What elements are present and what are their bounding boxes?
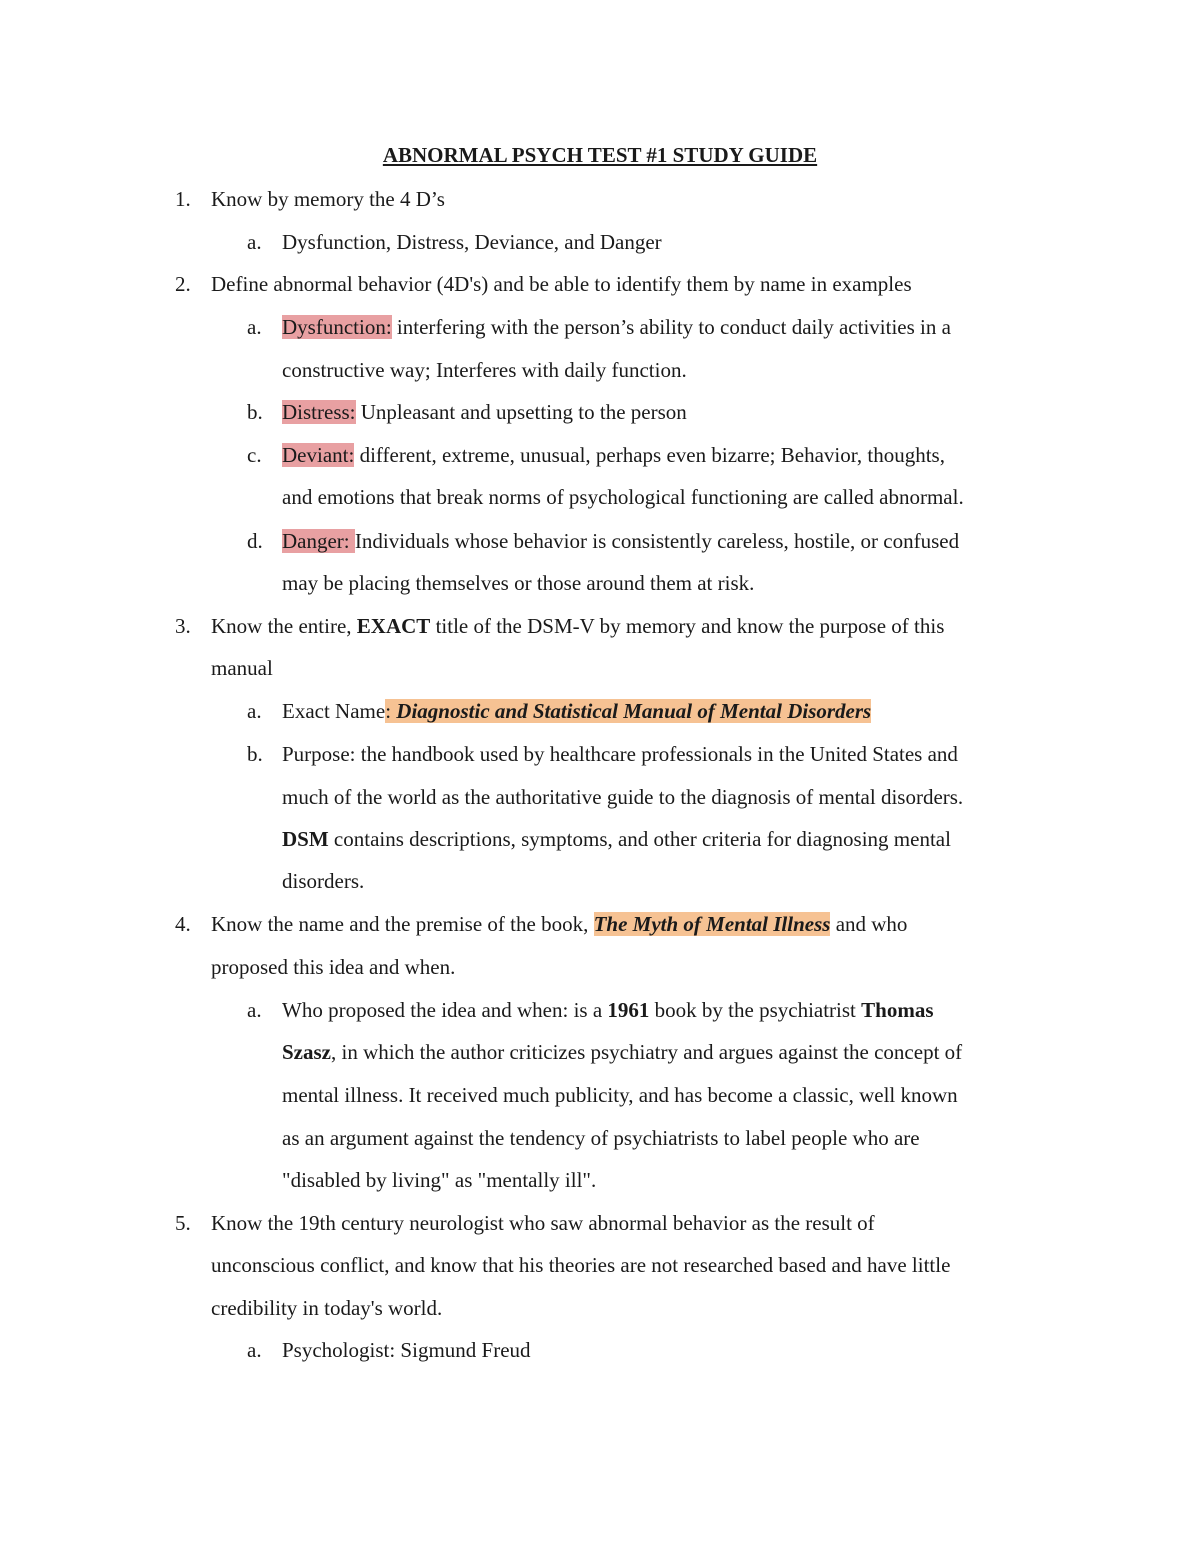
item-4a-text-mid: book by the psychiatrist	[649, 998, 862, 1022]
item-5-line1: Know the 19th century neurologist who saw abnormal behavior as the result of	[211, 1211, 875, 1235]
item-4a-line3: mental illness. It received much publicity, and has become a classic, well known	[282, 1083, 958, 1107]
item-5-line3: credibility in today's world.	[211, 1296, 443, 1320]
item-2a-line2: constructive way; Interferes with daily function.	[282, 358, 687, 382]
item-2b-line1	[282, 398, 687, 426]
item-4a-line1	[282, 996, 934, 1024]
item-4-text-pre: Know the name and the premise of the book,	[211, 912, 594, 936]
item-3a-label: Exact Name	[282, 699, 386, 723]
item-2b-letter: b.	[247, 400, 263, 424]
item-4a-line5: "disabled by living" as "mentally ill".	[282, 1168, 597, 1192]
item-2c-text1: different, extreme, unusual, perhaps even bizarre; Behavior, thoughts,	[354, 443, 945, 467]
item-3-line2: manual	[211, 656, 273, 680]
item-2c-line2: and emotions that break norms of psychological functioning are called abnormal.	[282, 485, 964, 509]
item-2c-line1	[282, 441, 945, 469]
item-4-number: 4.	[175, 912, 191, 936]
item-4-line1	[211, 910, 907, 938]
dsm-title: Diagnostic and Statistical Manual of Mental Disorders	[396, 699, 872, 723]
item-3a-colon: :	[385, 699, 397, 723]
item-4a-letter: a.	[247, 998, 262, 1022]
book-title: The Myth of Mental Illness	[593, 912, 831, 936]
item-4-line2: proposed this idea and when.	[211, 955, 456, 979]
page-title: ABNORMAL PSYCH TEST #1 STUDY GUIDE	[382, 143, 818, 167]
item-3b-letter: b.	[247, 742, 263, 766]
item-2a-text1: interfering with the person’s ability to conduct daily activities in a	[391, 315, 951, 339]
item-5a-text: Psychologist: Sigmund Freud	[282, 1338, 531, 1362]
item-1-text: Know by memory the 4 D’s	[211, 187, 445, 211]
item-2c-letter: c.	[247, 443, 262, 467]
item-3b-line1: Purpose: the handbook used by healthcare professionals in the United States and	[282, 742, 958, 766]
item-3b-line4: disorders.	[282, 869, 365, 893]
item-3b-line2: much of the world as the authoritative guide to the diagnosis of mental disorders.	[282, 785, 964, 809]
item-4a-line2	[282, 1038, 962, 1066]
item-4-text-post: and who	[830, 912, 908, 936]
item-3a-letter: a.	[247, 699, 262, 723]
item-1a-letter: a.	[247, 230, 262, 254]
term-distress: Distress:	[282, 400, 356, 424]
item-4a-name2: Szasz	[282, 1040, 331, 1064]
item-4a-text-pre: Who proposed the idea and when: is a	[282, 998, 608, 1022]
item-3a-line1	[282, 697, 871, 725]
item-4a-name1: Thomas	[861, 998, 934, 1022]
item-2a-line1	[282, 313, 951, 341]
item-2b-text: Unpleasant and upsetting to the person	[355, 400, 687, 424]
item-3b-text3: contains descriptions, symptoms, and other criteria for diagnosing mental	[328, 827, 951, 851]
item-2-text: Define abnormal behavior (4D's) and be able to identify them by name in examples	[211, 272, 912, 296]
item-2d-letter: d.	[247, 529, 263, 553]
item-3-number: 3.	[175, 614, 191, 638]
term-dysfunction: Dysfunction:	[282, 315, 392, 339]
item-4a-line4: as an argument against the tendency of psychiatrists to label people who are	[282, 1126, 920, 1150]
item-2d-line1	[282, 527, 959, 555]
item-2-number: 2.	[175, 272, 191, 296]
item-4a-text2: , in which the author criticizes psychiatry and argues against the concept of	[331, 1040, 963, 1064]
item-5a-letter: a.	[247, 1338, 262, 1362]
item-5-line2: unconscious conflict, and know that his theories are not researched based and have little	[211, 1253, 951, 1277]
term-danger: Danger:	[282, 529, 355, 553]
term-deviant: Deviant:	[282, 443, 355, 467]
item-3-line1	[211, 612, 944, 640]
item-3b-bold: DSM	[282, 827, 329, 851]
item-3-text-pre: Know the entire,	[211, 614, 357, 638]
item-3b-line3	[282, 825, 951, 853]
item-2a-letter: a.	[247, 315, 262, 339]
item-3-text-post: title of the DSM-V by memory and know the purpose of this	[430, 614, 945, 638]
item-2d-line2: may be placing themselves or those around them at risk.	[282, 571, 755, 595]
item-2d-text1: Individuals whose behavior is consistently careless, hostile, or confused	[354, 529, 960, 553]
item-1-number: 1.	[175, 187, 191, 211]
item-4a-year: 1961	[607, 998, 650, 1022]
item-1a-text: Dysfunction, Distress, Deviance, and Danger	[282, 230, 662, 254]
item-5-number: 5.	[175, 1211, 191, 1235]
item-3-text-bold: EXACT	[356, 614, 431, 638]
